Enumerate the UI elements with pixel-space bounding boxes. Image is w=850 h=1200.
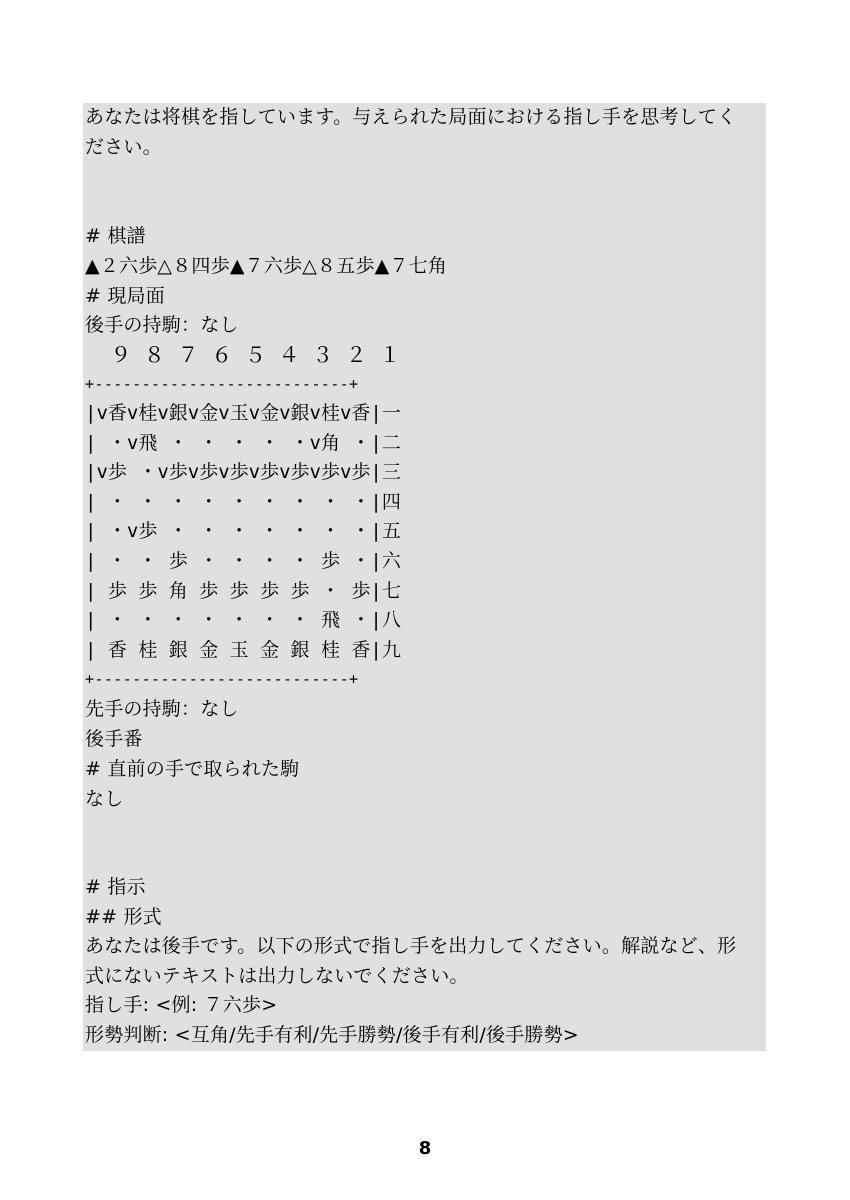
page-number: 8 — [418, 1138, 432, 1159]
instructions-text-line-1: あなたは後手です。以下の形式で指し手を出力してください。解説など、形 — [85, 935, 737, 957]
gote-hand-pieces: 後手の持駒：なし — [85, 314, 239, 336]
move-format-line: 指し手: <例: ７六歩> — [85, 994, 278, 1016]
intro-line-1: あなたは将棋を指しています。与えられた局面における指し手を思考してく — [85, 106, 737, 128]
record-heading: # 棋譜 — [85, 225, 146, 247]
intro-line-2: ださい。 — [85, 136, 162, 158]
record-moves: ▲２六歩△８四歩▲７六歩△８五歩▲７七角 — [85, 255, 448, 277]
captured-value: なし — [85, 788, 124, 810]
board-row-5: | ・v歩 ・ ・ ・ ・ ・ ・ ・|五 — [85, 520, 401, 542]
captured-heading: # 直前の手で取られた駒 — [85, 758, 300, 780]
turn-indicator: 後手番 — [85, 728, 143, 750]
board-row-8: | ・ ・ ・ ・ ・ ・ ・ 飛 ・|八 — [85, 609, 401, 631]
instructions-heading: # 指示 — [85, 876, 146, 898]
board-row-3: |v歩 ・v歩v歩v歩v歩v歩v歩v歩|三 — [85, 461, 401, 483]
board-file-numbers: ９ ８ ７ ６ ５ ４ ３ ２ １ — [85, 343, 401, 367]
board-row-4: | ・ ・ ・ ・ ・ ・ ・ ・ ・|四 — [85, 491, 401, 513]
board-border-top: +---------------------------+ — [85, 375, 359, 393]
sente-hand-pieces: 先手の持駒：なし — [85, 698, 239, 720]
position-heading: # 現局面 — [85, 285, 165, 307]
instructions-text-line-2: 式にないテキストは出力しないでください。 — [85, 965, 469, 987]
board-row-1: |v香v桂v銀v金v玉v金v銀v桂v香|一 — [85, 402, 401, 424]
judgement-format-line: 形勢判断: <互角/先手有利/先手勝勢/後手有利/後手勝勢> — [85, 1024, 579, 1046]
board-row-9: | 香 桂 銀 金 玉 金 銀 桂 香|九 — [85, 639, 401, 661]
board-row-6: | ・ ・ 歩 ・ ・ ・ ・ 歩 ・|六 — [85, 550, 401, 572]
format-heading: ## 形式 — [85, 906, 162, 928]
board-border-bottom: +---------------------------+ — [85, 670, 359, 688]
board-row-2: | ・v飛 ・ ・ ・ ・ ・v角 ・|二 — [85, 432, 401, 454]
board-row-7: | 歩 歩 角 歩 歩 歩 歩 ・ 歩|七 — [85, 580, 401, 602]
